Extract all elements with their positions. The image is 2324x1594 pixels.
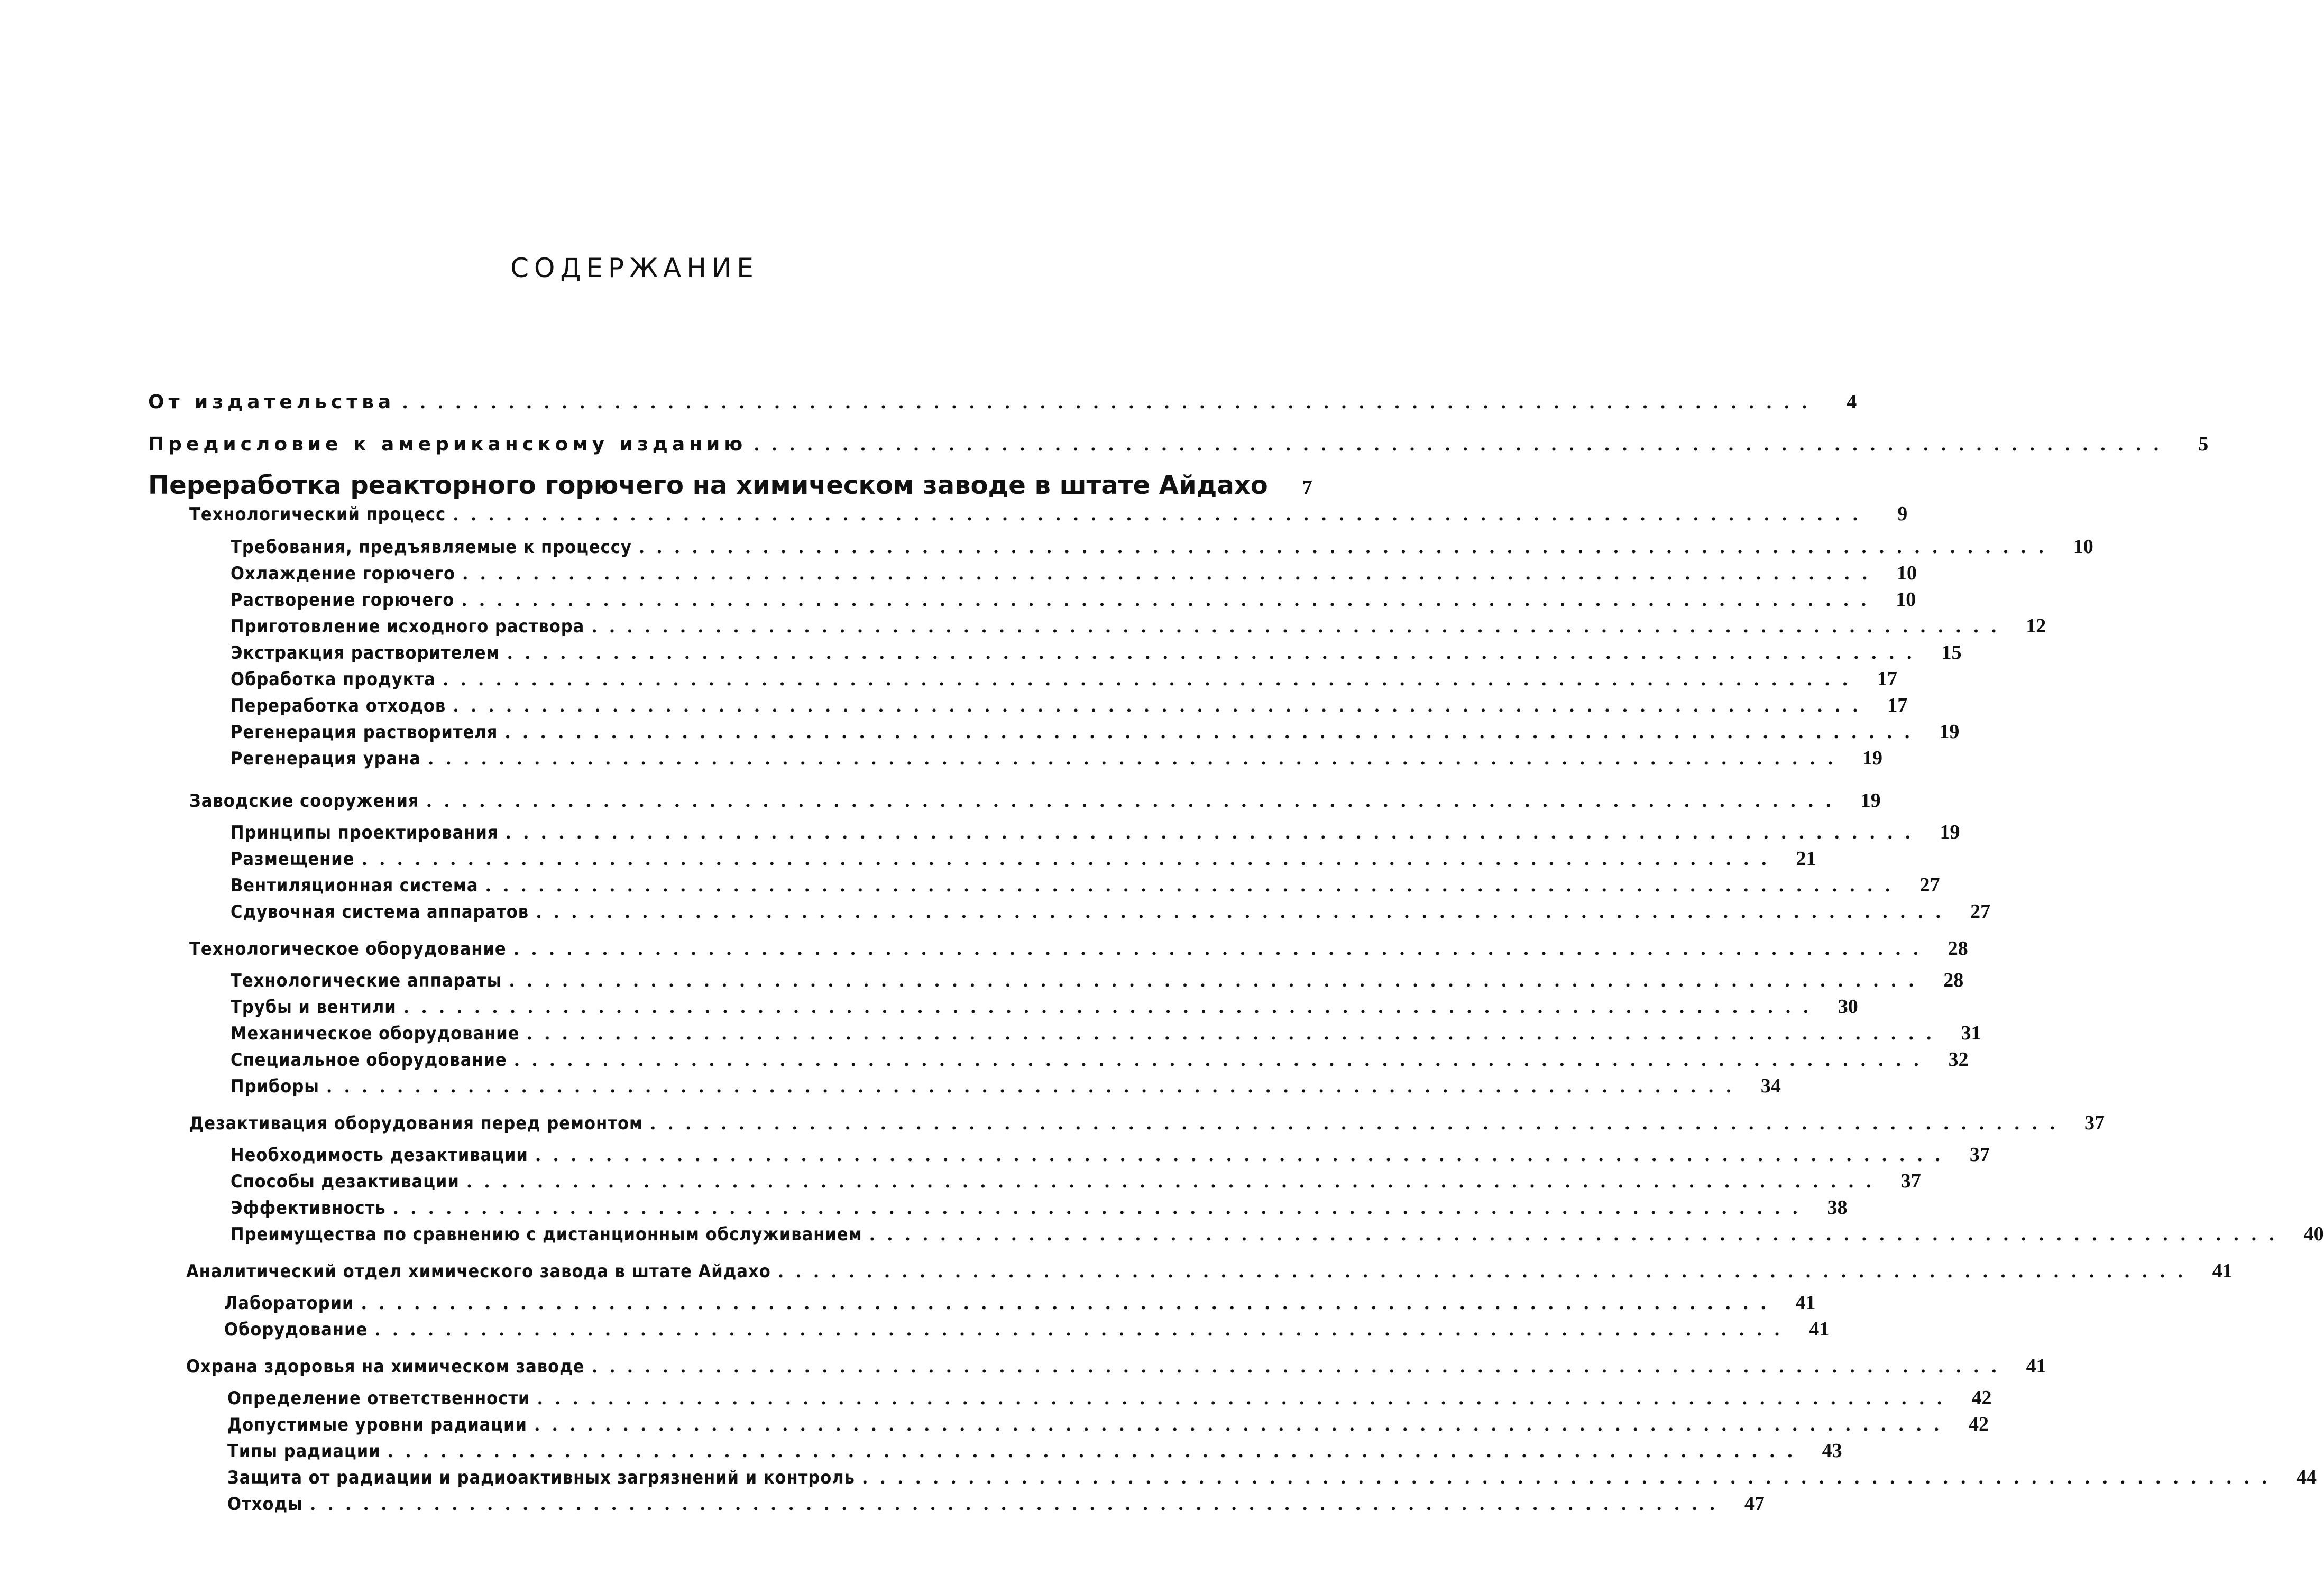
toc-entry[interactable]	[227, 1386, 1992, 1416]
toc-entry-title: Принципы проектирования	[231, 822, 499, 843]
toc-dot-leader: ................................................................................	[362, 847, 1779, 870]
toc-dot-leader: ................................................................................	[462, 588, 1879, 611]
toc-entry-title: Оборудование	[224, 1319, 368, 1340]
toc-dot-leader: ................................................................................	[513, 937, 1931, 960]
toc-entry[interactable]	[231, 694, 1908, 723]
toc-dot-leader: ................................................................................	[537, 1387, 1955, 1409]
toc-entry-title: Размещение	[231, 849, 355, 870]
toc-entry-page-number: 37	[2084, 1112, 2105, 1134]
toc-entry-page-number: 27	[1919, 874, 1940, 896]
toc-entry-page-number: 40	[2303, 1223, 2324, 1245]
toc-dot-leader: ................................................................................	[310, 1492, 1728, 1515]
toc-entry[interactable]	[231, 1074, 1781, 1104]
toc-entry-title: Аналитический отдел химического завода в штате Айдахо	[186, 1261, 771, 1282]
toc-entry[interactable]	[189, 789, 1881, 818]
toc-entry-page-number: 19	[1860, 789, 1881, 812]
toc-entry-title: Дезактивация оборудования перед ремонтом	[189, 1113, 643, 1134]
toc-entry[interactable]	[231, 747, 1882, 776]
toc-dot-leader: ................................................................................	[862, 1466, 2280, 1488]
toc-entry-title: Допустимые уровни радиации	[227, 1414, 527, 1435]
toc-entry-page-number: 15	[1941, 641, 1962, 664]
toc-dot-leader: ................................................................................	[453, 503, 1871, 525]
toc-entry[interactable]	[227, 1439, 1842, 1469]
toc-entry[interactable]	[231, 900, 1991, 929]
toc-entry[interactable]	[231, 561, 1917, 591]
toc-dot-leader: ................................................................................	[592, 1355, 2009, 1377]
toc-dot-leader: ................................................................................	[650, 1112, 2068, 1134]
toc-entry-page-number: 47	[1744, 1492, 1765, 1515]
toc-entry-page-number: 43	[1822, 1440, 1842, 1462]
toc-entry[interactable]	[148, 471, 1312, 500]
toc-entry-page-number: 27	[1970, 900, 1991, 923]
toc-entry-page-number: 34	[1760, 1075, 1781, 1097]
toc-entry[interactable]	[231, 1048, 1969, 1077]
toc-entry-title: Приборы	[231, 1076, 319, 1097]
toc-entry[interactable]	[231, 535, 2093, 565]
toc-dot-leader: ................................................................................	[869, 1223, 2287, 1245]
toc-entry-page-number: 19	[1939, 721, 1960, 743]
toc-entry-page-number: 9	[1897, 503, 1908, 525]
toc-entry-title: Охрана здоровья на химическом заводе	[186, 1356, 585, 1377]
toc-entry-title: Вентиляционная система	[231, 875, 479, 896]
toc-entry-title: Сдувочная система аппаратов	[231, 901, 529, 923]
toc-entry[interactable]	[224, 1291, 1816, 1321]
toc-dot-leader: ................................................................................	[393, 1196, 1811, 1219]
toc-entry-title: Необходимость дезактивации	[231, 1145, 528, 1166]
toc-entry-title: Приготовление исходного раствора	[231, 616, 585, 637]
toc-entry-page-number: 17	[1887, 694, 1908, 716]
toc-entry-page-number: 31	[1961, 1022, 1981, 1044]
toc-entry[interactable]	[231, 720, 1960, 750]
toc-dot-leader: ................................................................................	[403, 996, 1821, 1018]
toc-dot-leader: ................................................................................	[463, 562, 1880, 584]
toc-entry-title: Технологический процесс	[189, 504, 446, 525]
toc-entry[interactable]	[231, 969, 1964, 998]
toc-dot-leader: ................................................................................	[466, 1170, 1884, 1192]
toc-entry[interactable]	[148, 432, 2209, 462]
toc-dot-leader: ................................................................................	[509, 969, 1927, 991]
toc-entry[interactable]	[189, 1111, 2105, 1141]
toc-dot-leader: ................................................................................	[754, 433, 2172, 455]
toc-entry-title: Механическое оборудование	[231, 1023, 520, 1044]
toc-entry-page-number: 12	[2026, 615, 2046, 637]
toc-entry[interactable]	[231, 873, 1940, 903]
toc-entry-title: Переработка отходов	[231, 695, 446, 716]
toc-entry-page-number: 41	[2212, 1260, 2233, 1282]
toc-entry-title: Заводские сооружения	[189, 790, 419, 812]
toc-entry[interactable]	[231, 1222, 2324, 1252]
toc-dot-leader: ................................................................................	[592, 615, 2009, 637]
toc-entry[interactable]	[231, 847, 1816, 877]
toc-entry-page-number: 10	[2073, 536, 2093, 558]
toc-entry-page-number: 41	[2026, 1355, 2046, 1377]
page-title: СОДЕРЖАНИЕ	[510, 253, 759, 283]
toc-dot-leader: ................................................................................	[326, 1075, 1744, 1097]
toc-entry-title: Отходы	[227, 1494, 303, 1515]
toc-entry[interactable]	[231, 1143, 1990, 1173]
toc-entry-title: Трубы и вентили	[231, 997, 397, 1018]
toc-entry-title: Экстракция растворителем	[231, 642, 500, 664]
toc-dot-leader: ................................................................................	[505, 721, 1923, 743]
toc-entry-title: Технологическое оборудование	[189, 938, 507, 960]
toc-entry-title: Лаборатории	[224, 1293, 354, 1314]
toc-entry-title: Растворение горючего	[231, 589, 455, 611]
toc-entry-page-number: 32	[1948, 1048, 1969, 1071]
toc-entry-page-number: 7	[1302, 476, 1312, 499]
toc-dot-leader: ................................................................................	[507, 641, 1925, 664]
toc-entry[interactable]	[186, 1355, 2046, 1384]
toc-dot-leader: ................................................................................	[527, 1022, 1944, 1044]
toc-entry-page-number: 10	[1896, 588, 1916, 611]
toc-entry-title: Способы дезактивации	[231, 1171, 460, 1192]
toc-entry-page-number: 28	[1948, 937, 1968, 960]
toc-entry[interactable]	[231, 821, 1960, 850]
toc-entry-page-number: 5	[2198, 433, 2209, 455]
toc-entry[interactable]	[186, 1259, 2233, 1289]
toc-entry-page-number: 19	[1940, 821, 1960, 843]
toc-entry-page-number: 42	[1968, 1413, 1989, 1435]
toc-entry-title: Требования, предъявляемые к процессу	[231, 537, 632, 558]
toc-dot-leader: ................................................................................	[534, 1413, 1952, 1435]
toc-dot-leader: ................................................................................	[536, 900, 1954, 923]
toc-entry-page-number: 19	[1862, 747, 1882, 769]
toc-dot-leader: ................................................................................	[485, 874, 1903, 896]
toc-entry-title: От издательства	[148, 391, 396, 413]
toc-dot-leader: ................................................................................	[639, 536, 2056, 558]
toc-dot-leader: ................................................................................	[535, 1144, 1953, 1166]
toc-entry[interactable]	[189, 937, 1968, 966]
toc-dot-leader: ................................................................................	[388, 1440, 1805, 1462]
toc-entry[interactable]	[231, 995, 1858, 1025]
toc-entry[interactable]	[231, 1169, 1921, 1199]
toc-entry[interactable]	[231, 641, 1962, 670]
toc-entry[interactable]	[231, 667, 1897, 697]
toc-entry[interactable]	[231, 614, 2046, 644]
toc-entry-page-number: 30	[1838, 996, 1858, 1018]
toc-entry-page-number: 17	[1877, 668, 1897, 690]
toc-entry-title: Технологические аппараты	[231, 970, 502, 991]
toc-dot-leader: ................................................................................	[778, 1260, 2196, 1282]
toc-dot-leader: ................................................................................	[426, 789, 1844, 812]
toc-dot-leader: ................................................................................	[514, 1048, 1932, 1071]
toc-entry-title: Переработка реакторного горючего на химическом заводе в штате Айдахо	[148, 471, 1268, 500]
toc-entry-title: Регенерация урана	[231, 748, 421, 769]
toc-entry-page-number: 28	[1943, 969, 1964, 991]
toc-entry-page-number: 38	[1827, 1196, 1848, 1219]
toc-entry-title: Специальное оборудование	[231, 1049, 507, 1071]
toc-dot-leader: ................................................................................	[443, 668, 1860, 690]
toc-entry-page-number: 37	[1900, 1170, 1921, 1192]
toc-dot-leader: ................................................................................	[361, 1292, 1779, 1314]
toc-entry-title: Регенерация растворителя	[231, 722, 498, 743]
toc-dot-leader: ................................................................................	[375, 1318, 1793, 1340]
toc-entry-page-number: 10	[1897, 562, 1917, 584]
toc-dot-leader: ................................................................................	[453, 694, 1871, 716]
toc-dot-leader: ................................................................................	[428, 747, 1845, 769]
toc-entry-page-number: 21	[1796, 847, 1816, 870]
toc-entry[interactable]	[148, 390, 1857, 420]
toc-entry[interactable]	[231, 588, 1916, 618]
toc-entry-title: Определение ответственности	[227, 1388, 530, 1409]
toc-entry-title: Защита от радиации и радиоактивных загрязнений и контроль	[227, 1467, 855, 1488]
toc-entry-page-number: 41	[1809, 1318, 1830, 1340]
toc-entry[interactable]	[231, 1021, 1981, 1051]
toc-entry-page-number: 42	[1971, 1387, 1992, 1409]
toc-entry-page-number: 44	[2297, 1466, 2317, 1488]
toc-dot-leader: ................................................................................	[506, 821, 1923, 843]
toc-entry-page-number: 4	[1847, 391, 1857, 413]
toc-entry[interactable]	[224, 1317, 1830, 1347]
toc-entry[interactable]	[189, 502, 1908, 532]
toc-dot-leader: ................................................................................	[402, 391, 1820, 413]
toc-entry-title: Обработка продукта	[231, 669, 436, 690]
toc-entry-title: Преимущества по сравнению с дистанционным обслуживанием	[231, 1224, 862, 1245]
toc-entry-page-number: 37	[1969, 1144, 1990, 1166]
toc-entry-title: Предисловие к американскому изданию	[148, 434, 747, 455]
toc-entry-page-number: 41	[1795, 1292, 1816, 1314]
toc-entry-title: Эффективность	[231, 1197, 386, 1219]
toc-entry[interactable]	[227, 1413, 1989, 1442]
toc-entry-title: Типы радиации	[227, 1441, 381, 1462]
toc-entry[interactable]	[227, 1492, 1765, 1522]
toc-entry[interactable]	[227, 1466, 2317, 1495]
toc-entry-title: Охлаждение горючего	[231, 563, 456, 584]
toc-entry[interactable]	[231, 1196, 1848, 1226]
